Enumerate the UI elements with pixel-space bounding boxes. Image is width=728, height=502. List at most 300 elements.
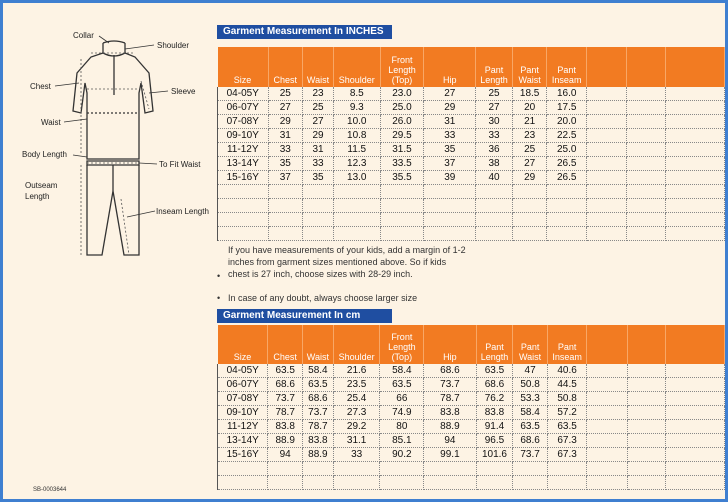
table-cell: 10.8 bbox=[333, 129, 380, 143]
column-header: Size bbox=[218, 325, 268, 364]
table-cell: 27.3 bbox=[333, 406, 380, 420]
table-cell: 06-07Y bbox=[218, 101, 269, 115]
table-cell: 40 bbox=[476, 171, 513, 185]
table-cell: 27 bbox=[512, 157, 546, 171]
empty-cell bbox=[666, 420, 725, 434]
table-cell: 68.6 bbox=[513, 434, 547, 448]
empty-cell bbox=[627, 213, 666, 227]
inseam-length-label: Inseam Length bbox=[156, 207, 209, 216]
empty-cell bbox=[513, 476, 547, 490]
column-header: Front Length (Top) bbox=[380, 47, 424, 87]
table-cell: 26.5 bbox=[547, 171, 587, 185]
empty-cell bbox=[627, 185, 666, 199]
table-cell: 18.5 bbox=[512, 87, 546, 101]
empty-cell bbox=[587, 87, 627, 101]
empty-cell bbox=[587, 227, 627, 241]
table-cell: 58.4 bbox=[380, 364, 424, 378]
cm-table bbox=[217, 325, 725, 490]
empty-cell bbox=[218, 213, 269, 227]
column-header bbox=[627, 325, 666, 364]
empty-cell bbox=[587, 448, 627, 462]
table-row bbox=[218, 364, 725, 378]
chest-label: Chest bbox=[30, 82, 51, 91]
table-cell: 10.0 bbox=[333, 115, 380, 129]
empty-cell bbox=[587, 434, 627, 448]
table-cell: 68.6 bbox=[268, 378, 303, 392]
table-cell: 35 bbox=[303, 171, 334, 185]
empty-cell bbox=[587, 213, 627, 227]
empty-cell bbox=[512, 213, 546, 227]
empty-cell bbox=[268, 185, 303, 199]
table-cell: 31.1 bbox=[333, 434, 380, 448]
table-cell: 13-14Y bbox=[218, 434, 268, 448]
table-row bbox=[218, 213, 725, 227]
empty-cell bbox=[587, 462, 627, 476]
empty-cell bbox=[587, 476, 627, 490]
table-cell: 53.3 bbox=[513, 392, 547, 406]
table-cell: 35 bbox=[268, 157, 303, 171]
empty-cell bbox=[424, 227, 476, 241]
empty-cell bbox=[627, 129, 666, 143]
column-header: Pant Length bbox=[476, 325, 513, 364]
empty-cell bbox=[333, 199, 380, 213]
table-cell: 63.5 bbox=[380, 378, 424, 392]
table-row bbox=[218, 462, 725, 476]
table-cell: 27 bbox=[268, 101, 303, 115]
empty-cell bbox=[380, 185, 424, 199]
table-cell: 67.3 bbox=[547, 434, 587, 448]
table-cell: 25.0 bbox=[547, 143, 587, 157]
empty-cell bbox=[587, 420, 627, 434]
table-row bbox=[218, 143, 725, 157]
table-cell: 83.8 bbox=[476, 406, 513, 420]
empty-cell bbox=[627, 378, 666, 392]
table-row bbox=[218, 434, 725, 448]
table-cell: 20.0 bbox=[547, 115, 587, 129]
table-cell: 23.0 bbox=[380, 87, 424, 101]
empty-cell bbox=[547, 227, 587, 241]
empty-cell bbox=[424, 213, 476, 227]
table-cell: 25 bbox=[512, 143, 546, 157]
table-row bbox=[218, 199, 725, 213]
empty-cell bbox=[627, 364, 666, 378]
table-cell: 11-12Y bbox=[218, 420, 268, 434]
empty-cell bbox=[666, 199, 725, 213]
empty-cell bbox=[666, 171, 725, 185]
table-cell: 31 bbox=[303, 143, 334, 157]
table-cell: 37 bbox=[268, 171, 303, 185]
empty-cell bbox=[666, 185, 725, 199]
table-cell: 13.0 bbox=[333, 171, 380, 185]
empty-cell bbox=[268, 462, 303, 476]
empty-cell bbox=[587, 406, 627, 420]
empty-cell bbox=[268, 476, 303, 490]
empty-cell bbox=[218, 227, 269, 241]
empty-cell bbox=[587, 199, 627, 213]
empty-cell bbox=[666, 406, 725, 420]
table-cell: 16.0 bbox=[547, 87, 587, 101]
table-cell: 09-10Y bbox=[218, 129, 269, 143]
empty-cell bbox=[303, 227, 334, 241]
empty-cell bbox=[587, 185, 627, 199]
table-row bbox=[218, 185, 725, 199]
table-cell: 27 bbox=[476, 101, 513, 115]
column-header: Hip bbox=[424, 47, 476, 87]
table-cell: 47 bbox=[513, 364, 547, 378]
table-cell: 83.8 bbox=[424, 406, 476, 420]
column-header: Pant Inseam bbox=[547, 325, 587, 364]
table-cell: 99.1 bbox=[424, 448, 476, 462]
table-cell: 31 bbox=[268, 129, 303, 143]
table-cell: 04-05Y bbox=[218, 364, 268, 378]
empty-cell bbox=[666, 129, 725, 143]
table-cell: 33 bbox=[476, 129, 513, 143]
table-cell: 25 bbox=[303, 101, 334, 115]
column-header: Pant Waist bbox=[513, 325, 547, 364]
empty-cell bbox=[547, 213, 587, 227]
table-cell: 30 bbox=[476, 115, 513, 129]
table-cell: 78.7 bbox=[268, 406, 303, 420]
table-cell: 85.1 bbox=[380, 434, 424, 448]
empty-cell bbox=[333, 462, 380, 476]
table-row bbox=[218, 378, 725, 392]
table-cell: 63.5 bbox=[547, 420, 587, 434]
table-cell: 37 bbox=[424, 157, 476, 171]
to-fit-waist-label: To Fit Waist bbox=[159, 160, 201, 169]
cm-section-title: Garment Measurement In cm bbox=[217, 309, 392, 323]
empty-cell bbox=[547, 199, 587, 213]
body-length-label: Body Length bbox=[22, 150, 67, 159]
empty-cell bbox=[218, 199, 269, 213]
table-cell: 94 bbox=[424, 434, 476, 448]
column-header: Shoulder bbox=[333, 325, 380, 364]
table-cell: 67.3 bbox=[547, 448, 587, 462]
column-header: Chest bbox=[268, 325, 303, 364]
empty-cell bbox=[380, 213, 424, 227]
empty-cell bbox=[380, 199, 424, 213]
table-row bbox=[218, 448, 725, 462]
empty-cell bbox=[303, 213, 334, 227]
empty-cell bbox=[547, 185, 587, 199]
column-header bbox=[627, 47, 666, 87]
empty-cell bbox=[587, 171, 627, 185]
table-cell: 91.4 bbox=[476, 420, 513, 434]
table-cell: 33 bbox=[424, 129, 476, 143]
table-row bbox=[218, 115, 725, 129]
empty-cell bbox=[333, 213, 380, 227]
table-row bbox=[218, 392, 725, 406]
table-cell: 25.4 bbox=[333, 392, 380, 406]
column-header: Pant Waist bbox=[512, 47, 546, 87]
empty-cell bbox=[476, 462, 513, 476]
empty-cell bbox=[268, 227, 303, 241]
table-cell: 29.5 bbox=[380, 129, 424, 143]
table-cell: 27 bbox=[303, 115, 334, 129]
table-cell: 29 bbox=[512, 171, 546, 185]
table-cell: 68.6 bbox=[302, 392, 333, 406]
table-cell: 38 bbox=[476, 157, 513, 171]
table-cell: 80 bbox=[380, 420, 424, 434]
empty-cell bbox=[627, 199, 666, 213]
table-row bbox=[218, 406, 725, 420]
column-header bbox=[666, 325, 725, 364]
empty-cell bbox=[587, 115, 627, 129]
table-row bbox=[218, 227, 725, 241]
empty-cell bbox=[587, 101, 627, 115]
empty-cell bbox=[218, 462, 268, 476]
table-cell: 15-16Y bbox=[218, 171, 269, 185]
table-cell: 29 bbox=[268, 115, 303, 129]
table-cell: 21 bbox=[512, 115, 546, 129]
empty-cell bbox=[268, 213, 303, 227]
collar-label: Collar bbox=[73, 31, 94, 40]
table-cell: 58.4 bbox=[302, 364, 333, 378]
table-cell: 88.9 bbox=[302, 448, 333, 462]
table-cell: 73.7 bbox=[302, 406, 333, 420]
empty-cell bbox=[218, 185, 269, 199]
table-cell: 83.8 bbox=[268, 420, 303, 434]
column-header bbox=[587, 325, 627, 364]
table-cell: 20 bbox=[512, 101, 546, 115]
empty-cell bbox=[512, 199, 546, 213]
waist-label: Waist bbox=[41, 118, 61, 127]
empty-cell bbox=[302, 476, 333, 490]
empty-cell bbox=[424, 462, 476, 476]
table-cell: 73.7 bbox=[513, 448, 547, 462]
table-cell: 40.6 bbox=[547, 364, 587, 378]
empty-cell bbox=[666, 143, 725, 157]
table-cell: 25 bbox=[268, 87, 303, 101]
table-cell: 83.8 bbox=[302, 434, 333, 448]
table-cell: 73.7 bbox=[268, 392, 303, 406]
empty-cell bbox=[587, 143, 627, 157]
table-cell: 33.5 bbox=[380, 157, 424, 171]
table-cell: 36 bbox=[476, 143, 513, 157]
table-cell: 50.8 bbox=[547, 392, 587, 406]
empty-cell bbox=[666, 87, 725, 101]
column-header: Waist bbox=[302, 325, 333, 364]
column-header: Pant Length bbox=[476, 47, 513, 87]
column-header: Front Length (Top) bbox=[380, 325, 424, 364]
inches-table bbox=[217, 47, 725, 241]
table-cell: 35.5 bbox=[380, 171, 424, 185]
pant-outline bbox=[87, 161, 139, 255]
empty-cell bbox=[627, 448, 666, 462]
table-cell: 04-05Y bbox=[218, 87, 269, 101]
empty-cell bbox=[333, 185, 380, 199]
column-header bbox=[666, 47, 725, 87]
empty-cell bbox=[380, 476, 424, 490]
table-cell: 29 bbox=[424, 101, 476, 115]
table-cell: 11-12Y bbox=[218, 143, 269, 157]
table-cell: 09-10Y bbox=[218, 406, 268, 420]
table-cell: 31.5 bbox=[380, 143, 424, 157]
table-cell: 25.0 bbox=[380, 101, 424, 115]
table-cell: 58.4 bbox=[513, 406, 547, 420]
empty-cell bbox=[333, 476, 380, 490]
empty-cell bbox=[666, 115, 725, 129]
table-cell: 21.6 bbox=[333, 364, 380, 378]
table-cell: 9.3 bbox=[333, 101, 380, 115]
table-cell: 23.5 bbox=[333, 378, 380, 392]
table-cell: 26.5 bbox=[547, 157, 587, 171]
empty-cell bbox=[476, 227, 513, 241]
table-cell: 50.8 bbox=[513, 378, 547, 392]
table-cell: 57.2 bbox=[547, 406, 587, 420]
table-cell: 78.7 bbox=[302, 420, 333, 434]
table-cell: 76.2 bbox=[476, 392, 513, 406]
garment-diagram-panel bbox=[3, 3, 215, 499]
empty-cell bbox=[424, 199, 476, 213]
table-cell: 29 bbox=[303, 129, 334, 143]
table-row bbox=[218, 476, 725, 490]
table-cell: 63.5 bbox=[302, 378, 333, 392]
empty-cell bbox=[666, 364, 725, 378]
empty-cell bbox=[666, 213, 725, 227]
table-cell: 66 bbox=[380, 392, 424, 406]
empty-cell bbox=[587, 364, 627, 378]
column-header: Waist bbox=[303, 47, 334, 87]
empty-cell bbox=[666, 101, 725, 115]
empty-cell bbox=[627, 101, 666, 115]
table-cell: 26.0 bbox=[380, 115, 424, 129]
table-cell: 78.7 bbox=[424, 392, 476, 406]
empty-cell bbox=[476, 213, 513, 227]
table-row bbox=[218, 171, 725, 185]
table-row bbox=[218, 87, 725, 101]
column-header: Pant Inseam bbox=[547, 47, 587, 87]
empty-cell bbox=[627, 392, 666, 406]
empty-cell bbox=[587, 157, 627, 171]
empty-cell bbox=[666, 378, 725, 392]
column-header bbox=[587, 47, 627, 87]
empty-cell bbox=[513, 462, 547, 476]
table-cell: 63.5 bbox=[476, 364, 513, 378]
table-cell: 12.3 bbox=[333, 157, 380, 171]
table-row bbox=[218, 157, 725, 171]
table-cell: 29.2 bbox=[333, 420, 380, 434]
empty-cell bbox=[302, 462, 333, 476]
measurement-note-1: • If you have measurements of your kids, add a margin of 1-2 inches from garment sizes mentioned above. So if kids chest is 27 inch, choose sizes with 28-29 inch. bbox=[217, 245, 466, 281]
table-cell: 31 bbox=[424, 115, 476, 129]
empty-cell bbox=[666, 157, 725, 171]
table-cell: 23 bbox=[512, 129, 546, 143]
empty-cell bbox=[476, 199, 513, 213]
empty-cell bbox=[303, 185, 334, 199]
empty-cell bbox=[268, 199, 303, 213]
table-cell: 23 bbox=[303, 87, 334, 101]
empty-cell bbox=[547, 462, 587, 476]
empty-cell bbox=[627, 171, 666, 185]
empty-cell bbox=[666, 392, 725, 406]
table-cell: 94 bbox=[268, 448, 303, 462]
column-header: Hip bbox=[424, 325, 476, 364]
empty-cell bbox=[218, 476, 268, 490]
empty-cell bbox=[512, 227, 546, 241]
inches-section-title: Garment Measurement In INCHES bbox=[217, 25, 392, 39]
table-cell: 68.6 bbox=[476, 378, 513, 392]
table-cell: 06-07Y bbox=[218, 378, 268, 392]
table-cell: 68.6 bbox=[424, 364, 476, 378]
empty-cell bbox=[627, 227, 666, 241]
empty-cell bbox=[627, 115, 666, 129]
table-cell: 11.5 bbox=[333, 143, 380, 157]
empty-cell bbox=[666, 476, 725, 490]
empty-cell bbox=[424, 185, 476, 199]
column-header: Chest bbox=[268, 47, 303, 87]
table-cell: 44.5 bbox=[547, 378, 587, 392]
table-cell: 15-16Y bbox=[218, 448, 268, 462]
empty-cell bbox=[627, 434, 666, 448]
empty-cell bbox=[627, 476, 666, 490]
shoulder-label: Shoulder bbox=[157, 41, 190, 50]
empty-cell bbox=[666, 434, 725, 448]
kurta-outline bbox=[73, 41, 153, 159]
empty-cell bbox=[547, 476, 587, 490]
empty-cell bbox=[476, 476, 513, 490]
table-cell: 63.5 bbox=[268, 364, 303, 378]
table-cell: 33 bbox=[333, 448, 380, 462]
table-row bbox=[218, 101, 725, 115]
empty-cell bbox=[380, 227, 424, 241]
empty-cell bbox=[627, 143, 666, 157]
table-cell: 33 bbox=[303, 157, 334, 171]
table-cell: 07-08Y bbox=[218, 115, 269, 129]
table-cell: 13-14Y bbox=[218, 157, 269, 171]
empty-cell bbox=[476, 185, 513, 199]
empty-cell bbox=[627, 87, 666, 101]
empty-cell bbox=[666, 448, 725, 462]
table-cell: 63.5 bbox=[513, 420, 547, 434]
table-cell: 88.9 bbox=[268, 434, 303, 448]
table-cell: 101.6 bbox=[476, 448, 513, 462]
table-cell: 35 bbox=[424, 143, 476, 157]
empty-cell bbox=[303, 199, 334, 213]
table-cell: 07-08Y bbox=[218, 392, 268, 406]
table-cell: 88.9 bbox=[424, 420, 476, 434]
column-header: Shoulder bbox=[333, 47, 380, 87]
empty-cell bbox=[627, 462, 666, 476]
empty-cell bbox=[512, 185, 546, 199]
empty-cell bbox=[380, 462, 424, 476]
table-cell: 33 bbox=[268, 143, 303, 157]
outseam-length-label: Outseam Length bbox=[25, 181, 58, 201]
table-cell: 74.9 bbox=[380, 406, 424, 420]
empty-cell bbox=[333, 227, 380, 241]
product-code: SB-0003644 bbox=[33, 487, 67, 493]
table-cell: 17.5 bbox=[547, 101, 587, 115]
empty-cell bbox=[666, 227, 725, 241]
table-row bbox=[218, 420, 725, 434]
empty-cell bbox=[587, 392, 627, 406]
table-cell: 90.2 bbox=[380, 448, 424, 462]
empty-cell bbox=[627, 420, 666, 434]
table-cell: 25 bbox=[476, 87, 513, 101]
table-cell: 96.5 bbox=[476, 434, 513, 448]
empty-cell bbox=[587, 378, 627, 392]
table-cell: 22.5 bbox=[547, 129, 587, 143]
empty-cell bbox=[424, 476, 476, 490]
empty-cell bbox=[666, 462, 725, 476]
table-cell: 27 bbox=[424, 87, 476, 101]
table-cell: 8.5 bbox=[333, 87, 380, 101]
sleeve-label: Sleeve bbox=[171, 87, 196, 96]
column-header: Size bbox=[218, 47, 269, 87]
empty-cell bbox=[587, 129, 627, 143]
measurement-note-2: • In case of any doubt, always choose larger size bbox=[217, 293, 418, 303]
table-cell: 39 bbox=[424, 171, 476, 185]
empty-cell bbox=[627, 406, 666, 420]
